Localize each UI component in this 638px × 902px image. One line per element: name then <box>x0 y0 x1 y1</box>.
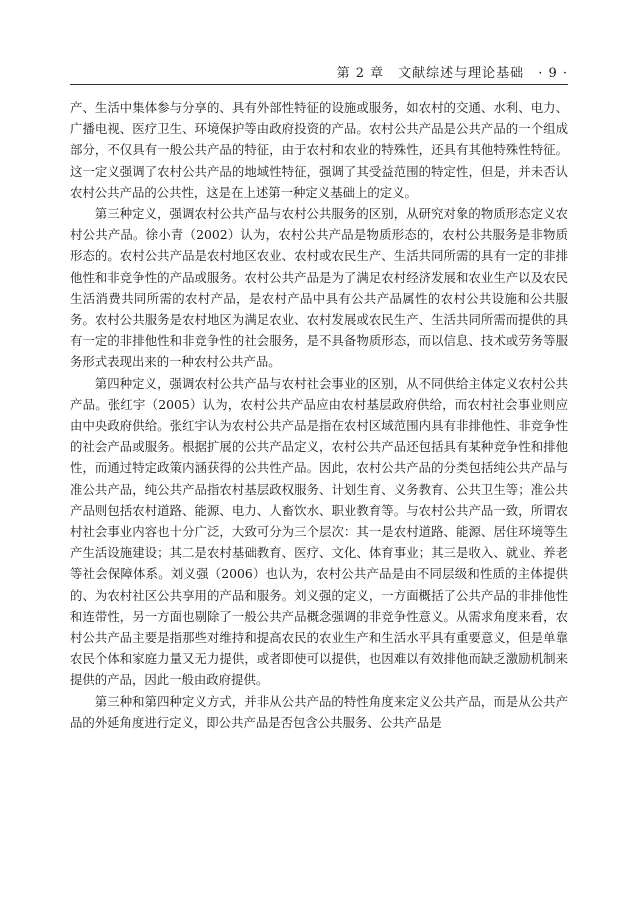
body-text <box>70 97 568 733</box>
page-number: · 9 · <box>538 66 568 81</box>
chapter-title: 文献综述与理论基础 <box>398 66 525 81</box>
paragraph-fourth-definition: 第四种定义，强调农村公共产品与农村社会事业的区别，从不同供给主体定义农村公共产品。张红宇（2005）认为，农村公共产品应由农村基层政府供给，而农村社会事业则应由中央政府供给。张红宇认为农村公共产品是指在农村区域范围内具有非排他性、非竞争性的社会产品或服务。根据扩展的公共产品定义，农村公共产品还包括具有某种竞争性和排他性，而通过特定政策内涵获得的公共性产品。因此，农村公共产品的分类包括纯公共产品与准公共产品，纯公共产品指农村基层政权服务、计划生育、义务教育、公共卫生等；准公共产品则包括农村道路、能源、电力、人畜饮水、职业教育等。与农村公共产品一致，所谓农村社会事业内容也十分广泛，大致可分为三个层次：其一是农村道路、能源、居住环境等生产生活设施建设；其二是农村基础教育、医疗、文化、体育事业；其三是收入、就业、养老等社会保障体系。刘义强（2006）也认为，农村公共产品是由不同层级和性质的主体提供的、为农村社区公共享用的产品和服务。刘义强的定义，一方面概括了公共产品的非排他性和连带性，另一方面也剔除了一般公共产品概念强调的非竞争性意义。从需求角度来看，农村公共产品主要是指那些对维持和提高农民的农业生产和生活水平具有重要意义，但是单靠农民个体和家庭力量又无力提供，或者即使可以提供，也因难以有效排他而缺乏激励机制来提供的产品，因此一般由政府提供。 <box>70 375 568 688</box>
header-rule <box>70 84 568 85</box>
paragraph-continued: 产、生活中集体参与分享的、具有外部性特征的设施或服务，如农村的交通、水利、电力、广播电视、医疗卫生、环境保护等由政府投资的产品。农村公共产品是公共产品的一个组成部分，不仅具有一般公共产品的特征，由于农村和农业的特殊性，还具有其他特殊性特征。这一定义强调了农村公共产品的地域性特征，强调了其受益范围的特定性，但是，并未否认农村公共产品的公共性，这是在上述第一种定义基础上的定义。 <box>70 100 568 200</box>
paragraph-comparison: 第三种和第四种定义方式，并非从公共产品的特性角度来定义公共产品，而是从公共产品的外延角度进行定义，即公共产品是否包含公共服务、公共产品是 <box>70 693 568 730</box>
paragraph-third-definition: 第三种定义，强调农村公共产品与农村公共服务的区别，从研究对象的物质形态定义农村公共产品。徐小青（2002）认为，农村公共产品是物质形态的，农村公共服务是非物质形态的。农村公共产品是农村地区农业、农村或农民生产、生活共同所需的具有一定的非排他性和非竞争性的产品或服务。农村公共产品是为了满足农村经济发展和农业生产以及农民生活消费共同所需的农村产品，是农村产品中具有公共产品属性的农村公共设施和公共服务。农村公共服务是农村地区为满足农业、农村发展或农民生产、生活共同所需而提供的具有一定的非排他性和非竞争性的社会服务，是不具备物质形态，而以信息、技术或劳务等服务形式表现出来的一种农村公共产品。 <box>70 206 568 370</box>
running-head <box>337 62 568 81</box>
chapter-label: 第 2 章 <box>336 66 385 81</box>
